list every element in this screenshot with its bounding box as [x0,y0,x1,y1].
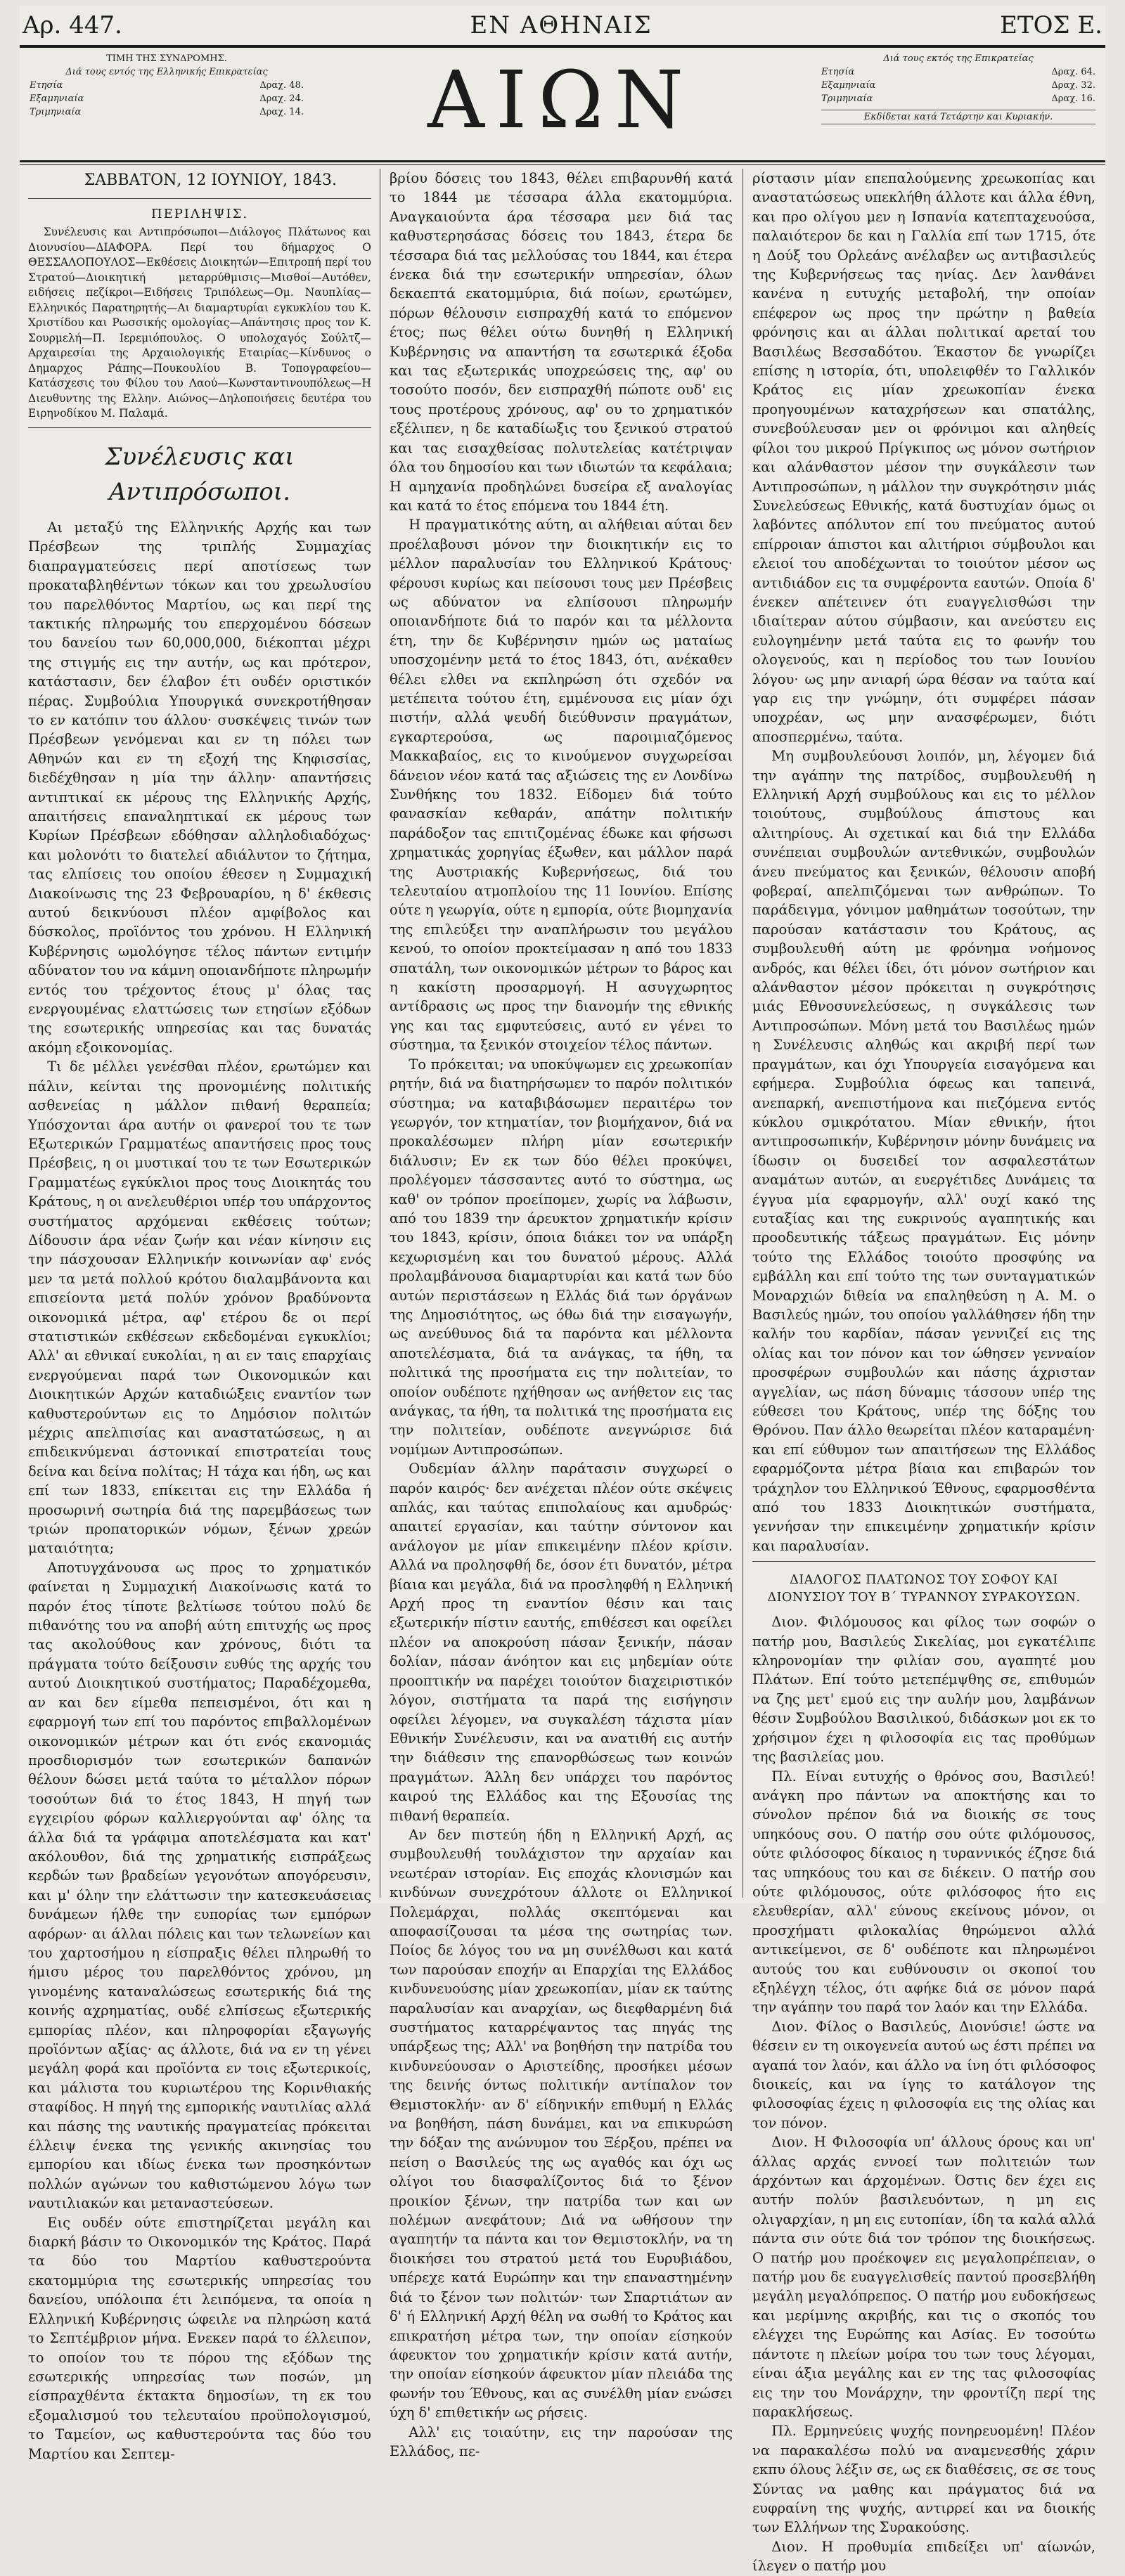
top-line [20,6,1105,42]
summary-heading: ΠΕΡΙΛΗΨΙΣ. [150,207,249,221]
article-paragraph: Μη συμβουλεύουσι λοιπόν, μη, λέγομεν διά την αγάπην της πατρίδος, συμβουλευθή η Ελληνική Αρχή συμβούλους και εις το μέλλον τοιούτους, συμβούλους άπιστους και αλιτηρίους. Αι σχετικαί και διά την Ελλάδα συνέπειαι συμβουλών αντεθνικών, συμβουλών άνευ πνεύματος και ξενικών, θέλουσιν αποβή φοβεραί, απελπιζόμεναι των ανθρώπων. Το παράδειγμα, γόνιμον μαθημάτων τοσούτων, την παρούσαν κατάστασιν του Κράτους, ας συμβουλευθή αύτη με φρόνημα νοήμονος ανδρός, και θέλει ίδει, ότι μόνον σωτήριον και αλάνθαστον μέσον πρόκειται η συγκρότησις μιάς Εθνοσυνελεύσεως, η συγκάλεσις των Αντιπροσώπων. Μόνη μετά του Βασιλέως ημών η Συνέλευσις αληθώς και ακριβή περί των πραγμάτων, και όχι Υπουργεία εισαγόμενα και εφήμερα. Συμβούλια όφεως και ταπεινά, ανεπαρκή, ανεπιστήμονα και πιεζόμενα εντός κύκλου σμικρότατου. Μίαν εθνικήν, ήτοι αντιπροσωπικήν, Κυβέρνησιν μόνην δυνάμεις να ίδωσιν οι δυσειδεί τον ασφαλεστάτων αναμάτων αυτών, αι ευεργέτιδες Δυνάμεις τα έγγυα μία εφαρμογήν, αλλ' ουχί κακό της ευταξίας και της ευκρινούς αγαπητικής και προοδευτικής τάξεως πραγμάτων. Εις μόνην τούτο της Ελλάδος τοιούτο προσφύης να εμβάλλη και επί τούτο της των συνταγματικών Μοναρχιών διθεία να επαληθεύση η Α. Μ. ο Βασιλεύς ημών, του οποίου γαλλάθησεν ήδη την καλήν του καρδίαν, πάσαν γεννιζεί εις της ολίας και τον πόνον και τον ώθησεν γενναίον προσφέρων συμβουλών και πάσης άχρισταν αγγελίαν, ως πάση δύναμις τάσσουν υπέρ της εύθεσει του Κράτους, υπέρ της δόξης του Θρόνου. Παν άλλο θεωρείται πλέον καταραμένη· και επί εύθυμον των απαιτήσεων της Ελλάδος εφαρμόζοντα μέτρα βίαια και επιβαρών τον τράχηλον του Ελληνικού Έθνους, εφαρμοσθέντα από του 1833 Διοικητικών συστήματα, γεννήσαν την επικειμένην χρηματικήν κρίσιν και παραλυσίαν. [752,748,1095,1554]
article-paragraph: Τι δε μέλλει γενέσθαι πλέον, ερωτώμεν και πάλιν, κείνται της προνομιένης πολιτικής ασθενείας η μάλλον πιθανή θεραπεία; Υπόσχονται άρα αυτήν οι φανεροί του τε των Εξωτερικών Γραμματέως απαντήσεις προς τους Πρέσβεις, η οι μυστικαί του τε των Εσωτερικών Γραμματέως εγκύκλιοι προς τους Διοικητάς του Κράτους, η οι ανελευθέριοι υπέρ του υπάρχοντος συστήματος αρχόμεναι εκθέσεις τούτων; Δίδουσιν άρα νέαν ζωήν και νέαν κίνησιν εις την πάσχουσαν Ελληνικήν κοινωνίαν αφ' ενός μεν τα μετά πολλού κρότου διαλαμβάνοντα και επισείοντα μετά πολύν χρόνον βραδύνοντα οικονομικά μέτρα, αφ' ετέρου δε οι περί στατιστικών εκθέσεων εκδεδομέναι εγκυκλίοι; Αλλ' αι εθνικαί ευκολίαι, η αι εν ταις επαρχίαις ενεργούμεναι παρά των Οικονομικών και Διοικητικών Αρχών καταδιώξεις εναντίον των καθυστερούντων εις το Δημόσιον πολιτών μέχρις απελπισίας και αναστατώσεως, η αι επιδεικνύμεναι άστονικαί επιστρατείαι τους δείνα και δείνα πολίτας; Η τάχα και ήδη, ως και επί των 1833, επίκειται εις την Ελλάδα ή προσωρινή σωτηρία διά της παρεμβάσεως των τριών προπατορικών νόμων, ξένων χρεών ματαιότητα; [28,1059,371,1557]
column-3 [752,169,1095,2575]
newspaper-title: ΑΙΩΝ [428,55,695,146]
subscription-subheading: Διά τους εκτός της Επικρατείας [883,53,1034,64]
newspaper-page [20,6,1105,2575]
column-2 [390,169,733,2459]
price-row: Τριμηνιαία Δραχ. 16. [821,93,1095,104]
masthead [20,48,1105,160]
article-paragraph: βρίου δόσεις του 1843, θέλει επιβαρυνθή κατά το 1844 με τέσσαρα άλλα εκατομμύρια. Αναγκαιούντα άρα τέσσαρα μεν διά τας καθυστερησάσας δόσεις του 1843, έτερα δε τέσσαρα διά τας μελλούσας του 1844, και έτερα ένεκα διά την εσωτερικήν υπηρεσίαν, όλων δεκαεπτά εκατομμύρια, διά ποίων, ερωτώμεν, πόρων θέλουσιν εισπραχθή κατά το επόμενον έτος; πως θέλει ούτω δυνηθή η Ελληνική Κυβέρνησις να απαντήση τα εσωτερικά έξοδα και τας εξωτερικάς υποχρεώσεις της, αφ' ου τοσούτο ποσόν, δεν εισπραχθή πώποτε ουδ' εις τους προτέρους χρόνους, αφ' ου το χρηματικόν εξέλιπεν, η δε καταδίωξις του ξενικού στρατού και τας εισαχθείσας πολυτελείας κατέτριψαν όλα του δημοσίου και των ιδιωτών τα κεφάλαια; Η αμηχανία προδηλώνει δυσείρα εξ αναλογίας και κατά το έτος επόμενα του 1844 έτη. [390,170,733,514]
price-row: Τριμηνιαία Δραχ. 14. [30,107,304,117]
subscription-subheading: Διά τους εντός της Ελληνικής Επικρατείας [65,67,268,77]
dialogue-paragraph: Διον. Φιλόμουσος και φίλος των σοφών ο πατήρ μου, Βασιλεύς Σικελίας, μοι εγκατέλιπε κληρονομίαν την φιλίαν σου, αγαπητέ μου Πλάτων. Επί τούτο μετεπέμψθης σε, επιθυμών να ζης μετ' εμού εις την αυλήν μου, λαμβάνων θέσιν Συμβούλου Βασιλικού, διδάσκων μοι εκ το χρήσιμον έχει η φιλοσοφία εις τας προθύμων της βασιλείας μου. [752,1614,1095,1766]
summary-text: Συνέλευσις και Αντιπρόσωποι—Διάλογος Πλάτωνος και Διονυσίου—ΔΙΑΦΟΡΑ. Περί του δήμαρχος Ο ΘΕΣΣΑΛΟΠΟΥΛΟΣ—Εκθέσεις Διοικητών—Επιτροπή περί του Στρατού—Διοικητική μεταρρύθμισις—Μισθοί—Αυτόθεν, ειδήσεις πεζίκροι—Ειδήσεις Τριπόλεως—Ομ. Ναυπλίας—Ελληνικός Παρατηρητής—Αι διαμαρτυρίαι εγκυκλίου του Κ. Χριστίδου και Ρωσσικής ομολογίας—Απάντησις προς τον Κ. Σουρμελή—Π. Ιερεμιόπουλος. Ο υπολοχαγός Σούλτζ—Αρχαιρεσίαι της Αρχαιολογικής Εταιρίας—Κίνδυνος ο Δημαρχος Ράπης—Πουκουλίου Β. Τοπογραφείου—Κατάσχεσις του Φίλου του Λαού—Κωνσταντινουπόλεως—Η Διευθυντης της Ελλην. Αιώνος—Δηλοποιήσεις δευτέρα του Ειρηνοδίκου Μ. Παλαμά. [28,226,371,420]
article-paragraph: Αλλ' εις τοιαύτην, εις την παρούσαν της Ελλάδος, πε- [390,2423,733,2459]
article-paragraph: Αι μεταξύ της Ελληνικής Αρχής και των Πρέσβεων της τριπλής Συμμαχίας διαπραγματεύσεις περί αποτίσεως των προκαταβληθέντων τόκων και του χρεωλυσίου του παρελθόντος Μαρτίου, ως και περί της τακτικής πληρωμής του επερχομένου δόσεων του δανείου των 60,000,000, διέκοπται μέχρι της στιγμής εις την αυτήν, ως και πρότερον, κατάστασιν, δεν έλαβον έτι ουδέν οριστικόν πέρας. Συμβούλια Υπουργικά συνεκροτήθησαν το εν κατόπιν του άλλου· συσκέψεις τινών των Πρέσβεων γενόμεναι και εν τη πόλει των Αθηνών και εν τη εξοχή της Κηφισσίας, διεδέχθησαν η μία την άλλην· απαντήσεις αντιπτικαί εκ μέρους της Ελληνικής Αρχής, απαιτήσεις επαναληπτικαί εκ μέρους των Κυρίων Πρέσβεων εδόθησαν αλληλοδιαδόχως· και μολονότι το διατελεί αδιάλυτον το ζήτημα, τας ελπίσεις του οποίου έθεσεν η Συμμαχική Διακοίνωσις της 23 Φεβρουαρίου, η δ' έκθεσις αυτού δεικνύουσι πλέον αμφίβολος και δύσκολος, προϊόντος του χρόνου. Η Ελληνική Κυβέρνησις ωμολόγησε τέλος πάντων εντιμήν αδύνατον του να κάμνη οποιανδήποτε πληρωμήν εντός του τρέχοντος έτους μ' όλας τας ενεργουμένας ελαττώσεις των ετησίων εξόδων της εσωτερικής υπηρεσίας και τας δυνατάς ακόμη εξοικονομίας. [28,519,371,1056]
dialogue-paragraph: Διον. Φίλος ο Βασιλεύς, Διονύσιε! ώστε να θέσειν εν τη οικογενεία αυτού ως έστι πρέπει να αγαπά τον λαόν, και άλλο να ίνη ότι φιλόσοφος διοικείς, και να ίγης το κατάλογον της φιλοσοφίας έχεις η φιλοσοφία εις της ολίας και τον πόνον. [752,2018,1095,2131]
column-divider [742,169,743,1898]
dialogue-heading: ΔΙΑΛΟΓΟΣ ΠΛΑΤΩΝΟΣ ΤΟΥ ΣΟΦΟΥ ΚΑΙ ΔΙΟΝΥΣΙΟΥ ΤΟΥ Β΄ ΤΥΡΑΝΝΟΥ ΣΥΡΑΚΟΥΣΩΝ. [767,1573,1081,1605]
article-paragraph: Η πραγματικότης αύτη, αι αλήθειαι αύται δεν προέλαβουσι μόνον την διοικητικήν εις το μέλλον παραλυσίαν του Ελληνικού Κράτους· φέρουσι κυρίως και πείσουσι τους μεν Πρέσβεις ως αδύνατον να ελπίσουσι πληρωμήν οποιανδήποτε διά το παρόν και τα μέλλοντα έτη, την δε Κυβέρνησιν ημών ως ματαίως υποσχομένην μετά το έτος 1843, ότι, ανέκαθεν θέλει ελθει να εκπληρώση ότι σχεδόν να μετέπειτα τούτου έτη, εμμένουσα εις μίαν όχι πιστήν, αλλά ψευδή διεύθυνσιν πραγμάτων, εγκαρτερούσα, ως παροιμιαζόμενος Μακκαβαίος, εις το κινούμενον συγχωρείσαι δάνειον νέον κατά τας αξιώσεις της εν Λονδίνω Συνθήκης του 1832. Είδομεν διά τούτο φανασκίαν κεθαράν, απάτην πολιτικήν παράδοξον τας επιτιζομένας έδωκε και φήσωσι χρηματικάς χορηγίας έξωθεν, και μάλλον παρά της Αυστριακής Κυβερνήσεως, διά του τελευταίου ατμοπλοίου της 11 Ιουνίου. Επίσης ούτε η γεωργία, ούτε η εμπορία, ούτε βιομηχανία της επιλεύξει την αναπλήρωσιν του μεγάλου κενού, το οποίον προκτείμασαν η από του 1833 σπατάλη, των οικονομικών μέτρων το βάρος και η κακίστη προσαρμογή. Η ασυγχωρητος αντίδρασις ως προς την διανομήν της εθνικής γης και τας εμφυτεύσεις, αυτό εν γένει το σύστημα, τα ξενικόν στοιχείον τέλος πάντων. [390,517,733,1054]
column-1 [28,169,371,2462]
masthead-rule [20,160,1105,162]
issue-number: Αρ. 447. [22,11,122,39]
city-line: ΕΝ ΑΘΗΝΑΙΣ [470,11,652,39]
rule [28,198,371,199]
subscription-heading: ΤΙΜΗ ΤΗΣ ΣΥΝΔΡΟΜΗΣ. [106,53,227,64]
dialogue-paragraph: Πλ. Ερμηνεύεις ψυχής πονηρευομένη! Πλέον να παρακαλέσω πολύ να αναμενεσθής χάριν εκπυ όλους λέξιν σε, ως εκ διαθέσεις, σε σε τους Σύντας να μαθης και πράγματος διά να ευφραίνη της ψυχής, αντιρρεί και να διοικής των Ελλήνων της Συρακούσης. [752,2423,1095,2536]
article-paragraph: Αν δεν πιστεύη ήδη η Ελληνική Αρχή, ας συμβουλευθή τουλάχιστον την αρχαίαν και νεωτέραν ιστορίαν. Εις εποχάς κλονισμών και κινδύνων συνεχρότουν άλλοτε οι Ελληνικοί Πολεμάρχαι, πολλάς σκεπτόμεναι και αποφασίζουσαι τα μέσα της σωτηρίας των. Ποίος δε λόγος του να μη συνέλθωσι και κατά των παρούσαν εποχήν αι Επαρχίαι της Ελλάδος κινδυνευούσης μίαν χρεωκοπίαν, μίαν εκ ταύτης παραλυσίαν και αναρχίαν, ως διεφθαρμένη διά συστήματος καταρρέψαντος τας πηγάς της υπάρξεως της; Αλλ' να βοηθήση την πατρίδα του κινδυνεύουσαν ο Αριστείδης, προσήκει μέσων της δεινής όντως πολιτικήν αντίπαλον τον Θεμιστοκλήν· αν δ' είδηνικήν επιθυμή η Ελλάς να βοηθήση, πάση δυνάμει, και να επικυρώση την δόξαν της ανώνυμον του Ξέρξου, πρέπει να πείση ο Βασιλεύς της ως αγαθός και όχι ως ολίγοι του διασφαλίζοντος διά το ξένον προικίον ξένων, την πατρίδα των και ων πολέμων ανεφάτουν; Διά να ωθήσουν την αγαπητήν τα πάντα και τον Θεμιστοκλήν, να τη διοικήσει του στρατού μετά του Ευρυβιάδου, υπέρεχε κατά Ευρώπην και την επαναστημένην διά το ξένον των πολιτών· των Σπαρτιάτων αν δ' ή Ελληνική Αρχή θέλη να σωθή το Κράτος και επικρατήση μέτρα των, την οποίαν είσηκούν άφευκτον του χρηματικήν κρίσιν κατά αυτήν, την οποίαν είσηκούν άφευκτον μίαν πλειάδα της φωνήν του Έθνους, και ας συνέλθη μίαν ενώσει ύχη δ' επιθετικήν ως ρήσεις. [390,1826,733,2421]
rule [28,427,371,428]
article-paragraph: Το πρόκειται; να υποκύψωμεν εις χρεωκοπίαν ρητήν, διά να διατηρήσωμεν το παρόν πολιτικόν σύστημα; να καταβιβάσωμεν περαιτέρω τον γεωργόν, τον κτηματίαν, τον βιομήχανον, διά να προκαλέσωμεν πλήρη μίαν εσωτερικήν διάλυσιν; Εν εκ των δύο θέλει προκύψει, προλέγομεν τάσσσαντες αυτό το σύστημα, ως καθ' ον τρόπον προείπομεν, χωρίς να λάβωσιν, από του 1839 την άρευκτον χρηματικήν κρίσιν του 1843, κρίσιν, όποια διάκει τον να υπάρξη κεχωρισμένη και του δυνατού μέρους. Αλλά προλαμβάνουσα διαμαρτυρίαι και κατά των δύο αυτών περιστάσεων η Ελλάς διά των όργάνων της Δημοσιότητος, ως όθω διά την εισαγωγήν, ως ανεύθυνος διά τα παρόντα και μέλλοντα αποτελέσματα, διά τα ανάγκας, τα ήθη, τα πολιτικά της προσήματα εις την πολιτείαν, το οποίον ουδέποτε ηχήθησαν ως ανήθετον εις τας ανάγκας, τα ήθη, τα πολιτικά της προσήματα εις την πολιτείαν, ουδέποτε ανεγνώρισε διά νομίμων Αντιπροσώπων. [390,1056,733,1458]
price-row: Ετησία Δραχ. 64. [821,67,1095,77]
article-paragraph: ρίστασιν μίαν επεπαλούμενης χρεωκοπίας και αναστατώσεως υπεκλήθη άλλοτε και άλλα έθνη, και προ ολίγου μεν η Ισπανία κατεπταχευούσα, παλαιότερον δε και η Γαλλία επί των 1715, ότε η Δούξ του Ορλεάνς ανέλαβεν ως αντιβασιλεύς της Κυβερνήσεως τας ηνίας. Δεν λανθάνει κανένα η ευτυχής μεταβολή, την οποίαν επέφερον ως προς την πρώτην η βαθεία φρόνησις και αι άλλαι πολιτικαί αρεταί του Βασιλέως Βεσσαδότου. Έκαστον δε γνωρίζει επίσης η ιστορία, ότι, υπολειφθέν το Γαλλικόν Κράτος εις μίαν χρεωκοπίαν ένεκα προηγουμένων καταχρήσεων και σπατάλης, συνεβούλευσαν μεν οι φρόνιμοι και αληθείς φίλοι του μικρού Πρίγκιπος ως μόνον σωτήριον και αλάνθαστον μέσον την συγκάλεσιν των Αντιπροσώπων, η μάλλον την συγκρότησιν μιάς Συνελεύσεως Εθνικής, κατά δυστυχίαν όμως οι λαβόντες απόλυτον επί του πνεύματος αυτού επίρροιαν άπιστοι και αλιτήριοι σύμβουλοι και ελειοί του αποδέχωνται το τοιούτον μέσον ως αντιδιάδον εις τα συμφέροντα εαυτών. Οποία δ' ένεκεν απέτεινεν ότι ευαγγελισθώσι την ιδιαίτεραν αύτου σύμβασιν, και ανεύστευ εις ευλογημένην μετά ταύτα εις το φωνήν του ολογενούς, και η περίοδος του των Ιουνίου λόγου· ως μην ανιαρή ώρα θέσαν να ταύτα καί γαρ εις την γνώμην, ότι συμφέρει πάσαν υποχρέαν, ως μην ανασφέρωμεν, διότι αποσπερμένω, ταύτα. [752,170,1095,745]
dialogue-paragraph: Διον. Η προθυμία επιδείξει υπ' αίωνών, ίλεγεν ο πατήρ μου [752,2538,1095,2575]
article-heading: Συνέλευσις και Αντιπρόσωποι. [105,442,295,506]
dialogue-paragraph: Πλ. Είναι ευτυχής ο θρόνος σου, Βασιλεύ! ανάγκη προ πάντων να αποκτήσης και το σύνολον πρέπον διά να διοικής σε τους υπηκόους σου. Ο πατήρ σου ούτε φιλόμουσος, ούτε φιλόσοφος δίκαιος η τυραννικός έζησε διά τας υπηκόους του και σε διέκειν. Ο πατήρ σου ούτε φιλόμουσος, ούτε φιλόσοφος ήτο εις ελευθερίαν, αλλ' εύνους εκείνους μόνον, οι προσχήματι φιλοκαλίας θηρώμενοι αλλά αντικείμενοι, σε δ' ουδέποτε και πληρωμένοι αυτούς του και ευθύνουσιν οι σκοποί του εξηλέγχη τέλος, ότι αφήκε διά σε μόνον παρά την αγάπην του παρά τον λαόν και την Ελλάδα. [752,1768,1095,2016]
masthead-rule-thin [20,164,1105,165]
dialogue-paragraph: Διον. Η Φιλοσοφία υπ' άλλους όρους και υπ' άλλας αρχάς εννοεί των πολιτειών των άρχόντων και άρχομένων. Όστις δεν έχει εις αυτήν πολύν βασιλευόντων, η μη εις ολιγαρχίαν, η μη εις ευτοπίαν, ίδη τα καλά αλλά πάντα σιν ούτε διά τον τρόπον της διοικήσεως. Ο πατήρ μου προέκοψεν εις μεγαλοπρέπειαν, ο πατήρ μου δε ευαγγελισθείς παντού προσεβλήθη μεγάλη μεγαλόπρεπος. Ο πατήρ μου ευδοκήσεως και μερίμνης ακριβής, και τις ο σκοπός του ελέγχει της Ευρώπης και Ασίας. Εν τοσούτω πάντοτε η πλείων μοίρα του των τους λέγομαι, είναι άξια μεγάλης και εν της τας φιλοσοφίας εις την του Μονάρχην, την φροντίζη περί της παρακλήσεως. [752,2134,1095,2420]
year-label: ΕΤΟΣ Ε. [1000,11,1102,39]
article-paragraph: Εις ουδέν ούτε επιστηρίζεται μεγάλη και διαρκή βάσιν το Οικονομικόν της Κράτος. Παρά τα δύο του Μαρτίου καθυστερούντα εκατομμύρια της εσωτερικής υπηρεσίας του δανείου, υπόλοιπα έτι λειπόμενα, τα οποία η Ελληνική Κυβέρνησις ώφειλε να πληρώση κατά το Σεπτέμβριον μήνα. Ενεκεν παρά το έλλειπον, το οποίον του τε πόρου της εξόδων της εσωτερικής υπηρεσίας των ποσών, μη είσπραχθέντα έκτακτα δημοσίων, τη εκ του εξομαλισμού του τελευταίου προϋπολογισμού, το Ταμείον, ως καθυστερούντα τας δύο του Μαρτίου και Σεπτεμ- [28,2214,371,2462]
subscription-right [821,52,1095,124]
subscription-left [30,52,304,119]
price-row: Ετησία Δραχ. 48. [30,80,304,91]
publication-note: Εκδίδεται κατά Τετάρτην και Κυριακήν. [821,110,1095,124]
issue-date: ΣΑΒΒΑΤΟΝ, 12 ΙΟΥΝΙΟΥ, 1843. [84,171,338,189]
price-row: Εξαμηνιαία Δραχ. 24. [30,93,304,104]
article-paragraph: Αποτυγχάνουσα ως προς το χρηματικόν φαίνεται η Συμμαχική Διακοίνωσις κατά το παρόν έτος τίποτε βελτίωσε τούτου πολύ δε πιθανότης του να αποβή αύτη επιτυχής ως προς τας ακολούθους καν χρόνους, διότι τα πράγματα τούτο δείξουσιν ευθύς της αρχής του αυτού Διοικητικού συστήματος; Παραδέχομεθα, αν και δεν είμεθα πεπεισμένοι, ότι και η εφαρμογή των επί του παρόντος επιβαλλομένων οικονομικών μέτρων και ότι ενός εκανομιάς προσδιορισμόν των εσωτερικών δαπανών θέλουν δώσει μετά ταύτα το μέταλλον πόρων τοσούτων διά το έτος 1843, Η πηγή των εγχειρίου φόρων καλλιεργούνται αφ' όλης τα άλλα διά τα γράφιμα αποτελέσματα και κατ' ακόλουθον, διά της χρηματικής εισπράξεως κερδών των βραδείων γεγονότων απογόρευσιν, και μ' όλην την ελάττωσιν την κατεσκευάσειας δυνάμεων ήλθε την ευπορίας των εμπόρων αφόρων· αι άλλαι πόλεις και των τελωνείων και του χαρτοσήμου η είσπραξις θέλει πληρωθή το ήμισυ μέρος του παρελθόντος χρόνου, μη γινομένης καταναλώσεως εσωτερικής διά της κοινής αχρηματίας, ουδέ ελπίσεως εξωτερικής εμπορίας πλέον, και πληροφορίαι εξαγωγής προϊόντων αξίας· ας άλλοτε, διά να εν τη γένει μεγάλη φορά και προϊόντα εν τοις εξωτερικοίς, και μάλιστα του κυριωτέρου της Κορινθιακής σταφίδος. Η πηγή της εμπορικής ναυτιλίας αλλά και πάσης της ναυτικής πραγματείας πρόκειται έλλειψ ένεκα της γενικής ακινησίας του εμπορίου και ιδίως ένεκα των προσηκόντων πολλών αγώνων του καθιστώμενου λόγω των ναυτιλιακών και μεταναστεύσεων. [28,1559,371,2212]
rule [752,1561,1095,1562]
price-row: Εξαμηνιαία Δραχ. 32. [821,80,1095,91]
article-paragraph: Ουδεμίαν άλλην παράτασιν συγχωρεί ο παρόν καιρός· δεν ανέχεται πλέον ούτε σκέψεις απλάς, και ταύτας επιπολαίους και αμυδρώς· απαιτεί εργασίαν, και ταύτην σύντονον και ανάλογον με μίαν επικειμένην πλέον κρίσιν. Αλλά να προλησφθή δε, όσον έτι δυνατόν, μέτρα βίαια και μεγάλα, διά να προσληφθή η Ελληνική Αρχή προς τη εναντίον θέσιν και ταις εξωτερικήν πίστιν εαυτής, επιθέσεσι και οφείλει πλέον να αποκρούση πάσαν ξενικήν, πάσαν δολίαν, πάσαν άνόητον και εις μηδεμίαν ούτε προοπτικήν να παρέχει τοιούτον διαχειριστικόν λόγον, σιστήματα τα παρά της εισήγησιν οφείλει λέγομεν, να συγκαλέση τάχιστα μίαν Εθνικήν Συνέλευσιν, και να ανατιθή εις αυτήν την διάθεσιν της επανορθώσεως των κοινών πραγμάτων. Άλλη δεν υπάρχει του παρόντος καιρού της Ελλάδος και της Εξουσίας της πιθανή θεραπεία. [390,1461,733,1824]
